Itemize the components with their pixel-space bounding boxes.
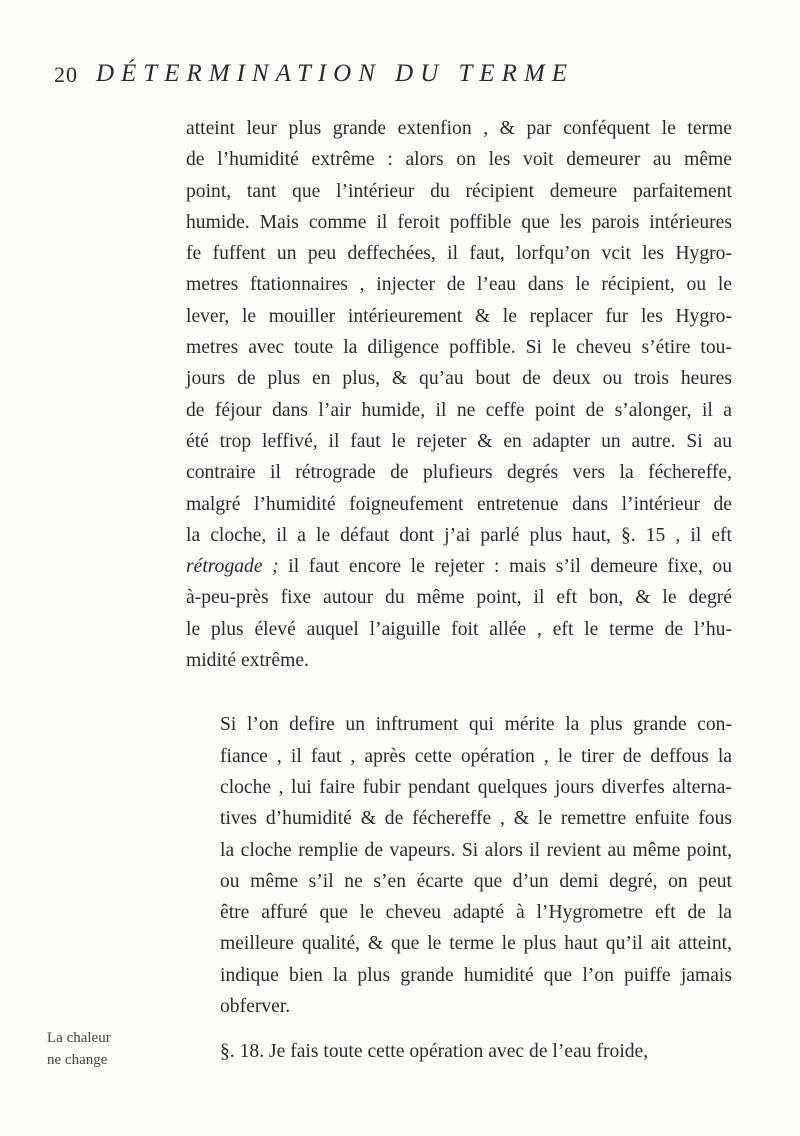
text-line: meilleure qualité, & que le terme le plus haut qu’il ait atteint, xyxy=(220,933,732,955)
body-text xyxy=(186,113,732,1068)
text-line: humide. Mais comme il feroit poffible que les parois intérieures xyxy=(186,211,732,233)
text-line: la cloche remplie de vapeurs. Si alors il revient au même point, xyxy=(220,839,732,861)
text-line: lever, le mouiller intérieurement & le replacer fur les Hygro- xyxy=(186,305,732,327)
text-line: fiance , il faut , après cette opération , le tirer de deffous la xyxy=(220,745,732,767)
text-line: §. 18. Je fais toute cette opération avec de l’eau froide, xyxy=(220,1041,649,1063)
text-line: atteint leur plus grande extenfion , & par conféquent le terme xyxy=(186,118,732,139)
text-line: metres avec toute la diligence poffible. Si le cheveu s’étire tou- xyxy=(186,337,732,359)
text-line: été trop leffivé, il faut le rejeter & en adapter un autre. Si au xyxy=(186,430,732,452)
text-line: indique bien la plus grande humidité que l’on puiffe jamais xyxy=(220,964,732,986)
margin-note-line: ne change xyxy=(47,1052,108,1068)
margin-note xyxy=(47,1027,127,1071)
text-line: tives d’humidité & de féchereffe , & le remettre enfuite fous xyxy=(220,808,732,830)
text-line: contraire il rétrograde de plufieurs degrés vers la féchereffe, xyxy=(186,462,732,484)
text-line: être affuré que le cheveu adapté à l’Hygrometre eft de la xyxy=(220,902,732,924)
paragraph-3 xyxy=(186,1036,732,1067)
text-line: malgré l’humidité foigneufement entretenue dans l’intérieur de xyxy=(186,493,732,515)
margin-note-line: La chaleur xyxy=(47,1030,111,1046)
paragraph-1 xyxy=(186,113,732,676)
text-line: point, tant que l’intérieur du récipient demeure parfaitement xyxy=(186,180,732,202)
text-line: ou même s’il ne s’en écarte que d’un demi degré, on peut xyxy=(220,870,732,892)
text-line: jours de plus en plus, & qu’au bout de deux ou trois heures xyxy=(186,368,732,390)
text-line: de féjour dans l’air humide, il ne ceffe point de s’alonger, il a xyxy=(186,399,732,421)
text-line: metres ftationnaires , injecter de l’eau dans le récipient, ou le xyxy=(186,274,732,296)
text-line: rétrogade ; il faut encore le rejeter : mais s’il demeure fixe, ou xyxy=(186,556,732,578)
text-line: cloche , lui faire fubir pendant quelques jours diverfes alterna- xyxy=(220,776,732,798)
page-number: 20 xyxy=(54,62,78,87)
paragraph-2 xyxy=(186,709,732,1022)
text-line: Si l’on defire un inftrument qui mérite la plus grande con- xyxy=(220,714,732,736)
text-line: fe fuffent un peu deffechées, il faut, lorfqu’on vcit les Hygro- xyxy=(186,243,732,265)
text-line: à-peu-près fixe autour du même point, il eft bon, & le degré xyxy=(186,587,732,609)
text-line: la cloche, il a le défaut dont j’ai parlé plus haut, §. 15 , il eft xyxy=(186,524,732,546)
text-line: obferver. xyxy=(220,996,291,1018)
text-line: de l’humidité extrême : alors on les voit demeurer au même xyxy=(186,149,732,171)
running-head: DÉTERMINATION DU TERME xyxy=(96,60,575,87)
text-line: le plus élevé auquel l’aiguille foit allée , eft le terme de l’hu- xyxy=(186,618,732,640)
text-line: midité extrême. xyxy=(186,650,309,672)
